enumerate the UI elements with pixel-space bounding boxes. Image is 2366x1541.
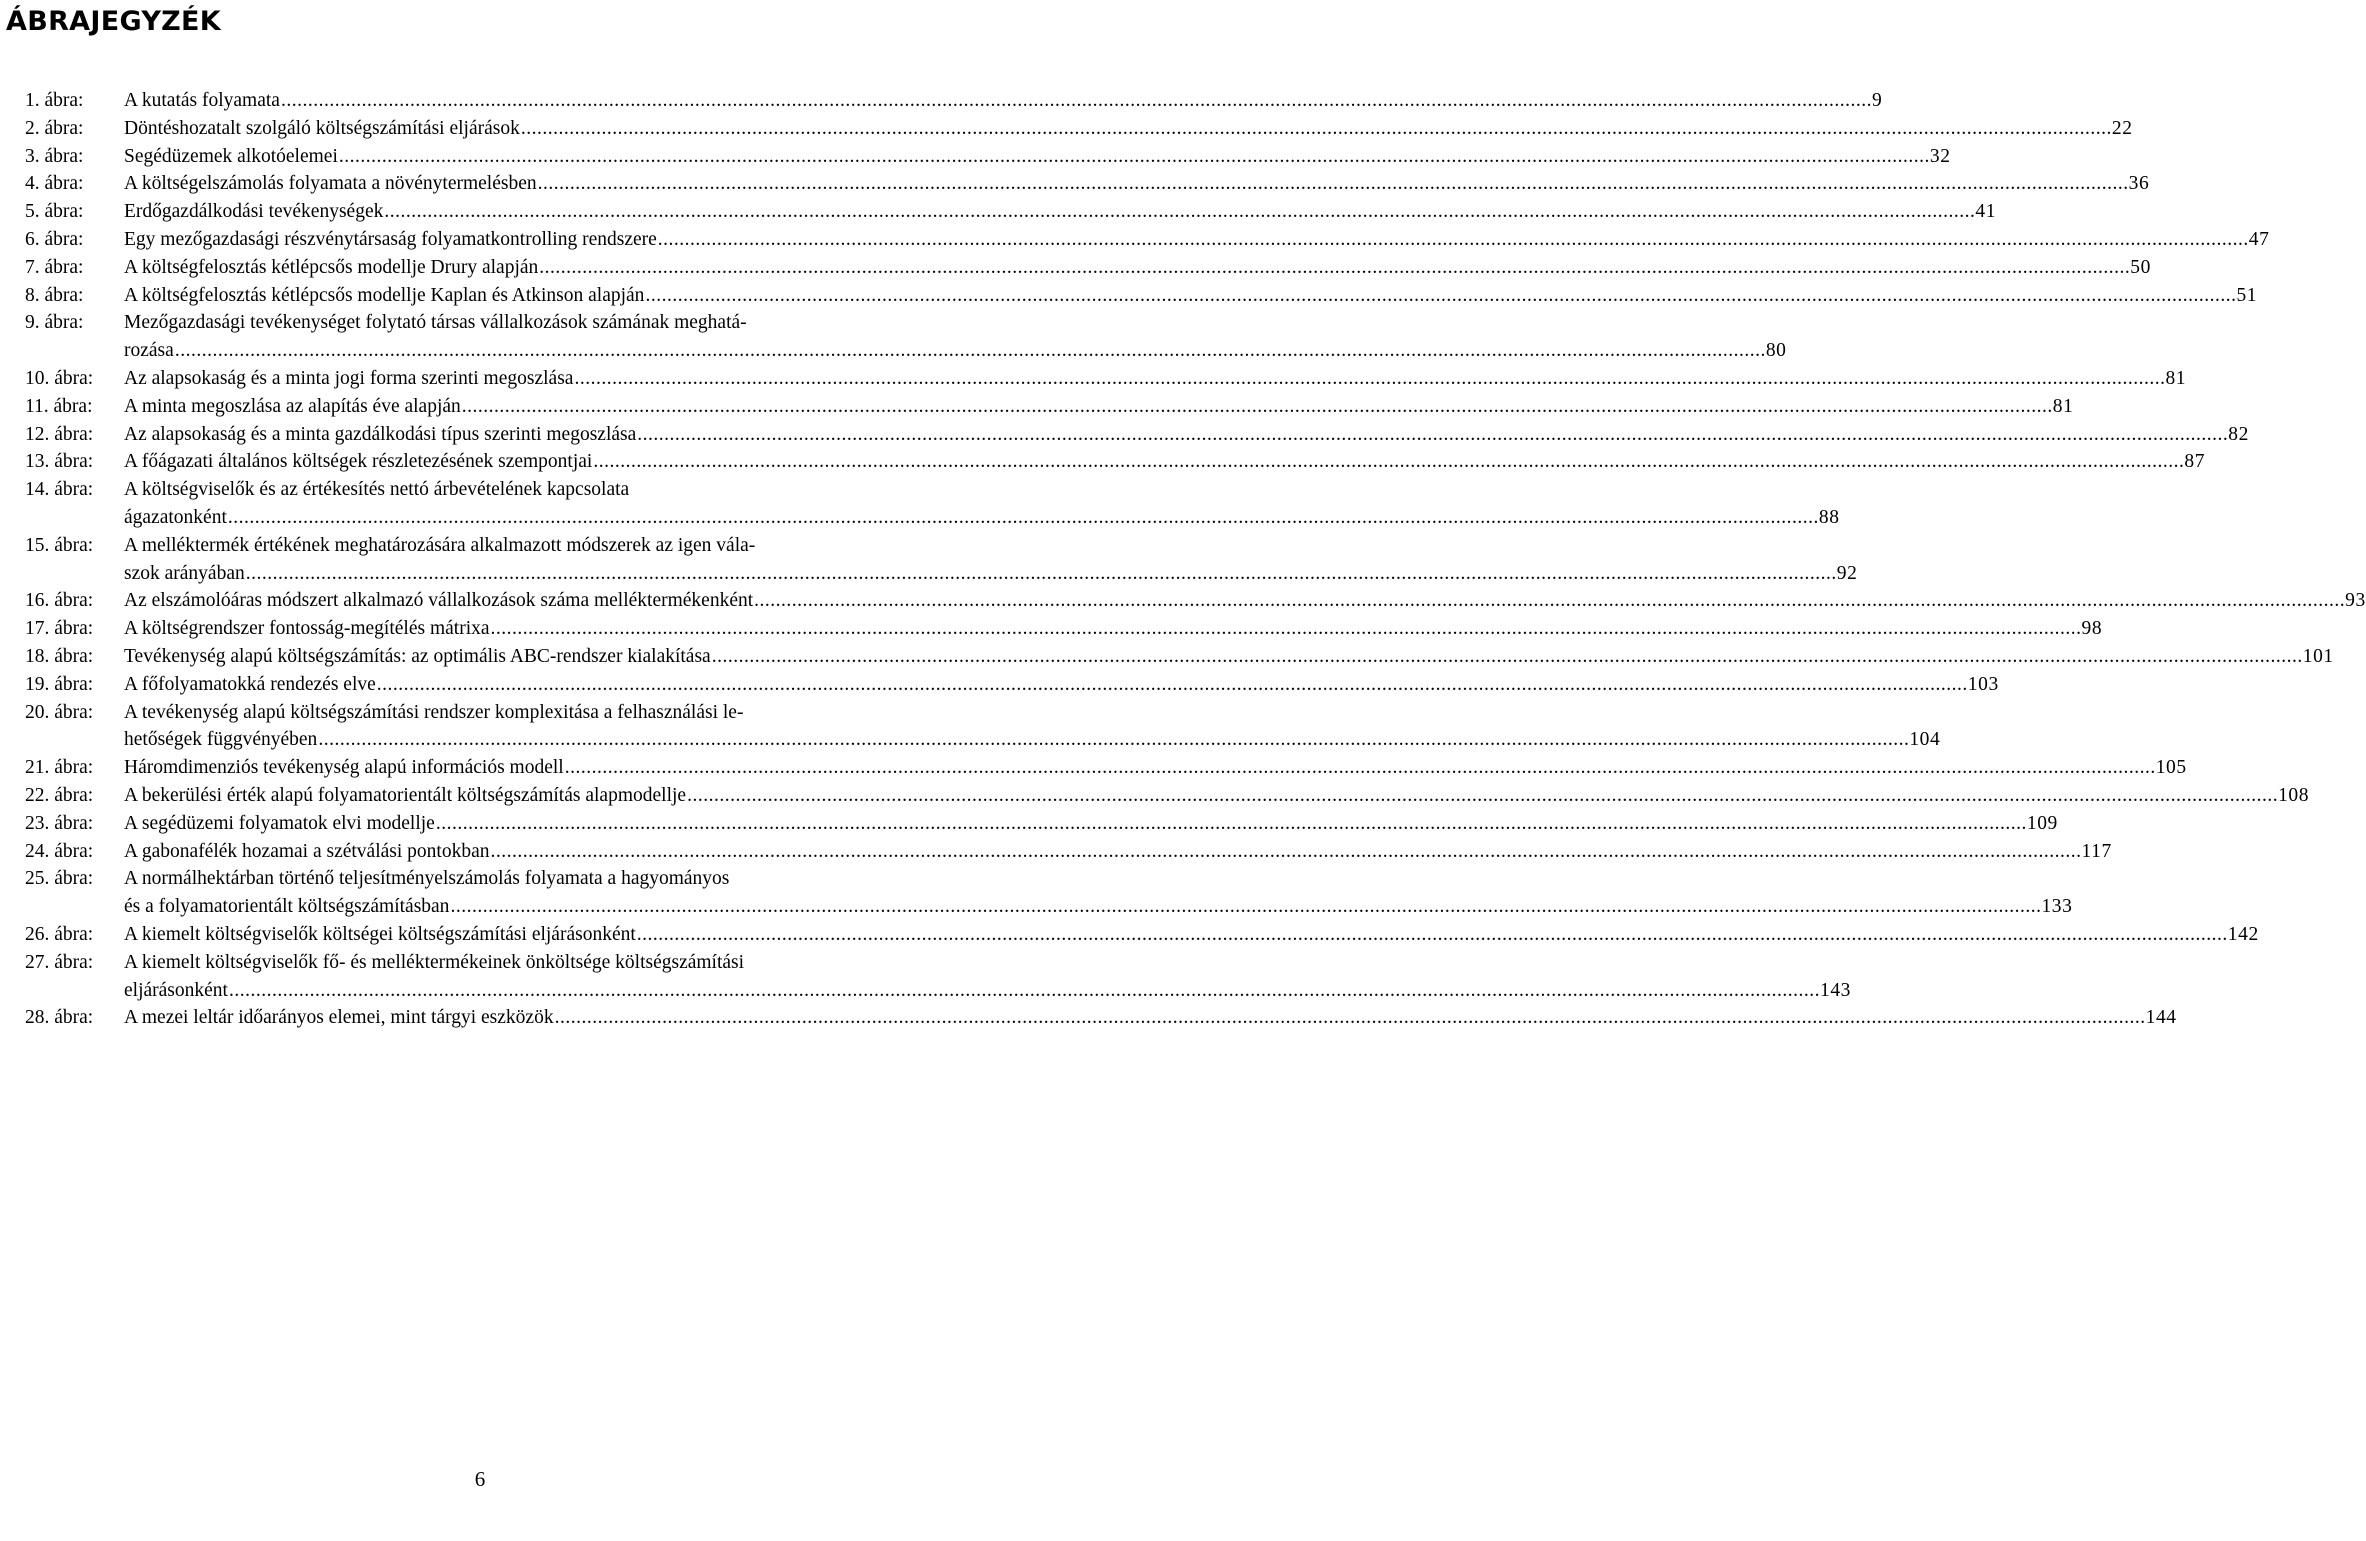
figure-title-line	[124, 782, 2310, 810]
figure-entry-body	[124, 921, 2259, 949]
figure-title: A bekerülési érték alapú folyamatorientált költségszámítás alapmodellje	[124, 784, 687, 806]
figure-entry-body	[124, 87, 1883, 115]
figure-entry-3[interactable]	[25, 143, 1951, 171]
figure-page-number: 103	[1967, 673, 1999, 695]
dot-leader	[687, 782, 2278, 810]
figure-title: Háromdimenziós tevékenység alapú információs modell	[124, 757, 564, 779]
figure-page-number: 92	[1836, 562, 1858, 584]
figure-title: A segédüzemi folyamatok elvi modellje	[124, 812, 435, 834]
figure-title: ágazatonként	[124, 506, 227, 528]
figure-entry-body	[124, 115, 2133, 143]
figure-page-number: 143	[1819, 979, 1852, 1001]
figure-number: 11. ábra:	[25, 395, 93, 417]
figure-number: 20. ábra:	[25, 701, 94, 723]
figure-entry-6[interactable]	[25, 226, 2270, 254]
page-number: 6	[474, 1467, 486, 1491]
figure-entry-13[interactable]	[25, 448, 2206, 476]
dot-leader	[228, 504, 1819, 532]
figure-title: hetőségek függvényében	[124, 729, 318, 751]
figure-entry-4[interactable]	[25, 170, 2150, 198]
figure-number: 15. ábra:	[25, 534, 94, 556]
figure-title: Segédüzemek alkotóelemei	[124, 145, 338, 167]
figure-number: 2. ábra:	[25, 117, 84, 139]
figure-page-number: 98	[2081, 618, 2103, 640]
figure-title: A főágazati általános költségek részletezésének szempontjai	[124, 451, 593, 473]
figure-number: 10. ábra:	[25, 367, 94, 389]
figure-entry-body	[124, 671, 1999, 699]
figure-title-line	[124, 393, 2074, 421]
dot-leader	[377, 671, 1968, 699]
figure-title-first-line: A melléktermék értékének meghatározására alkalmazott módszerek az igen vála-	[124, 534, 756, 556]
figure-page-number: 36	[2128, 173, 2150, 195]
figure-title-line	[124, 198, 1997, 226]
figure-page-number: 41	[1975, 201, 1997, 223]
figure-title: Az alapsokaság és a minta gazdálkodási típus szerinti megoszlása	[124, 423, 637, 445]
figure-title-line	[124, 170, 2150, 198]
figure-entry-11[interactable]	[25, 393, 2074, 421]
figure-entry-body	[124, 615, 2103, 643]
figure-title-line	[124, 282, 2258, 310]
figure-entry-5[interactable]	[25, 198, 1997, 226]
dot-leader	[645, 282, 2236, 310]
figure-title: A kiemelt költségviselők költségei költségszámítási eljárásonként	[124, 923, 636, 945]
figure-page-number: 81	[2165, 367, 2187, 389]
figure-title-line	[124, 726, 1941, 754]
figure-title-first-line: Mezőgazdasági tevékenységet folytató társas vállalkozások számának meghatá-	[124, 312, 747, 334]
dot-leader	[637, 921, 2228, 949]
figure-title: szok arányában	[124, 562, 245, 584]
figure-page-number: 142	[2227, 923, 2259, 945]
figure-page-number: 117	[2081, 840, 2112, 862]
dot-leader	[175, 337, 1766, 365]
figure-page-number: 133	[2041, 896, 2073, 918]
figure-title-line	[124, 448, 2206, 476]
figure-title: A gabonafélék hozamai a szétválási pontokban	[124, 840, 490, 862]
figure-title: Az alapsokaság és a minta jogi forma szerinti megoszlása	[124, 367, 574, 389]
figure-page-number: 80	[1765, 340, 1787, 362]
dot-leader	[658, 226, 2249, 254]
figure-page-number: 105	[2155, 757, 2187, 779]
figure-title-line	[124, 810, 2058, 838]
figure-number: 17. ábra:	[25, 618, 94, 640]
figure-number: 23. ábra:	[25, 812, 94, 834]
figure-entry-23[interactable]	[25, 810, 2058, 838]
dot-leader	[712, 643, 2303, 671]
figure-entry-body	[124, 170, 2150, 198]
figure-entry-17[interactable]	[25, 615, 2103, 643]
figure-entry-body	[124, 476, 1840, 532]
figure-title-line	[124, 337, 1787, 365]
figure-entry-21[interactable]	[25, 754, 2187, 782]
figure-entry-12[interactable]	[25, 421, 2249, 449]
figure-title: Döntéshozatalt szolgáló költségszámítási eljárások	[124, 117, 520, 139]
dot-leader	[565, 754, 2156, 782]
figure-entry-body	[124, 198, 1997, 226]
figure-number: 27. ábra:	[25, 951, 94, 973]
figure-page-number: 32	[1929, 145, 1951, 167]
dot-leader	[491, 838, 2082, 866]
figure-title: és a folyamatorientált költségszámításban	[124, 896, 450, 918]
figure-entry-26[interactable]	[25, 921, 2259, 949]
figure-title-line	[124, 893, 2073, 921]
figure-number: 19. ábra:	[25, 673, 94, 695]
figure-number: 7. ábra:	[25, 256, 84, 278]
figure-number: 16. ábra:	[25, 590, 94, 612]
figure-entry-body	[124, 949, 1852, 1005]
figure-number: 18. ábra:	[25, 645, 94, 667]
figure-entry-8[interactable]	[25, 282, 2258, 310]
figure-entry-body	[124, 532, 1858, 588]
figure-entry-7[interactable]	[25, 254, 2151, 282]
figure-page-number: 22	[2111, 117, 2133, 139]
figure-title-line	[124, 977, 1852, 1005]
figure-entry-body	[124, 754, 2187, 782]
dot-leader	[450, 893, 2041, 921]
figure-title-line	[124, 421, 2249, 449]
figure-entry-14[interactable]	[25, 476, 1840, 532]
figure-number: 3. ábra:	[25, 145, 84, 167]
figure-title-line	[124, 615, 2103, 643]
figure-number: 9. ábra:	[25, 312, 84, 334]
figure-entry-body	[124, 365, 2187, 393]
figure-page-number: 108	[2278, 784, 2310, 806]
figure-entry-24[interactable]	[25, 838, 2112, 866]
figure-entry-body	[124, 393, 2074, 421]
figure-title: A költségrendszer fontosság-megítélés mátrixa	[124, 618, 490, 640]
dot-leader	[229, 977, 1820, 1005]
dot-leader	[637, 421, 2228, 449]
figure-entry-20[interactable]	[25, 699, 1941, 755]
figure-title-line	[124, 226, 2270, 254]
figure-entry-body	[124, 421, 2249, 449]
figure-number: 22. ábra:	[25, 784, 94, 806]
figure-page-number: 82	[2228, 423, 2249, 445]
figure-page-number: 101	[2302, 645, 2334, 667]
figure-list	[25, 87, 2366, 1032]
figure-number: 26. ábra:	[25, 923, 94, 945]
figure-entry-22[interactable]	[25, 782, 2310, 810]
figure-entry-body	[124, 309, 1787, 365]
figure-entry-27[interactable]	[25, 949, 1852, 1005]
page-title: ÁBRAJEGYZÉK	[6, 6, 222, 37]
figure-entry-body	[124, 810, 2058, 838]
figure-title-line	[124, 504, 1840, 532]
figure-entry-body	[124, 838, 2112, 866]
figure-page-number: 47	[2248, 228, 2270, 250]
figure-title-line	[124, 671, 1999, 699]
dot-leader	[281, 87, 1872, 115]
figure-entry-body	[124, 448, 2206, 476]
figure-entry-1[interactable]	[25, 87, 1883, 115]
figure-entry-body	[124, 643, 2334, 671]
figure-number: 21. ábra:	[25, 757, 94, 779]
dot-leader	[384, 198, 1975, 226]
figure-number: 24. ábra:	[25, 840, 94, 862]
figure-entry-18[interactable]	[25, 643, 2334, 671]
dot-leader	[539, 254, 2130, 282]
figure-title-first-line: A kiemelt költségviselők fő- és melléktermékeinek önköltsége költségszámítási	[124, 951, 745, 973]
figure-title-line	[124, 365, 2187, 393]
figure-page-number: 51	[2236, 284, 2258, 306]
figure-number: 14. ábra:	[25, 479, 94, 501]
figure-page-number: 87	[2184, 451, 2206, 473]
figure-number: 13. ábra:	[25, 451, 94, 473]
figure-title-line	[124, 143, 1951, 171]
figure-title: rozása	[124, 340, 174, 362]
dot-leader	[246, 560, 1837, 588]
figure-entry-10[interactable]	[25, 365, 2187, 393]
figure-title: A mezei leltár időarányos elemei, mint tárgyi eszközök	[124, 1007, 554, 1029]
figure-number: 6. ábra:	[25, 228, 84, 250]
dot-leader	[521, 115, 2112, 143]
dot-leader	[754, 587, 2345, 615]
figure-title-line	[124, 754, 2187, 782]
figure-page-number: 104	[1909, 729, 1941, 751]
figure-title: Az elszámolóáras módszert alkalmazó vállalkozások száma melléktermékenként	[124, 590, 754, 612]
figure-title: A költségelszámolás folyamata a növénytermelésben	[124, 173, 537, 195]
figure-page-number: 50	[2130, 256, 2151, 278]
figure-number: 12. ábra:	[25, 423, 94, 445]
dot-leader	[555, 1004, 2146, 1032]
figure-title: A költségfelosztás kétlépcsős modellje Drury alapján	[124, 256, 539, 278]
figure-page-number: 9	[1871, 90, 1883, 111]
figure-title-first-line: A tevékenység alapú költségszámítási rendszer komplexitása a felhasználási le-	[124, 701, 744, 723]
figure-entry-19[interactable]	[25, 671, 1999, 699]
figure-title: Tevékenység alapú költségszámítás: az optimális ABC-rendszer kialakítása	[124, 645, 711, 667]
figure-title: Erdőgazdálkodási tevékenységek	[124, 201, 384, 223]
figure-number: 4. ábra:	[25, 173, 84, 195]
figure-entry-15[interactable]	[25, 532, 1858, 588]
figure-title: A minta megoszlása az alapítás éve alapján	[124, 395, 461, 417]
figure-page-number: 109	[2026, 812, 2058, 834]
figure-entry-body	[124, 782, 2310, 810]
figure-number: 28. ábra:	[25, 1007, 94, 1029]
figure-number: 25. ábra:	[25, 868, 94, 890]
dot-leader	[318, 726, 1909, 754]
dot-leader	[462, 393, 2053, 421]
figure-entry-2[interactable]	[25, 115, 2133, 143]
figure-title: Egy mezőgazdasági részvénytársaság folyamatkontrolling rendszere	[124, 228, 657, 250]
figure-entry-body	[124, 699, 1941, 755]
figure-entry-body	[124, 587, 2366, 615]
figure-page-number: 88	[1818, 506, 1840, 528]
dot-leader	[574, 365, 2165, 393]
figure-title-line	[124, 254, 2151, 282]
figure-number: 1. ábra:	[25, 90, 84, 111]
dot-leader	[593, 448, 2184, 476]
figure-page-number: 144	[2145, 1007, 2177, 1029]
figure-page-number: 81	[2052, 395, 2074, 417]
figure-entry-body	[124, 282, 2258, 310]
figure-entry-body	[124, 865, 2073, 921]
figure-title: eljárásonként	[124, 979, 228, 1001]
figure-entry-25[interactable]	[25, 865, 2073, 921]
figure-title-line	[124, 838, 2112, 866]
figure-title-line	[124, 560, 1858, 588]
figure-entry-body	[124, 226, 2270, 254]
figure-number: 8. ábra:	[25, 284, 84, 306]
figure-title: A főfolyamatokká rendezés elve	[124, 673, 376, 695]
dot-leader	[491, 615, 2082, 643]
figure-entry-body	[124, 254, 2151, 282]
figure-page-number: 93	[2345, 590, 2366, 612]
figure-entry-body	[124, 1004, 2177, 1032]
figure-entry-16[interactable]	[25, 587, 2366, 615]
figure-title: A költségfelosztás kétlépcsős modellje Kaplan és Atkinson alapján	[124, 284, 645, 306]
figure-title-line	[124, 1004, 2177, 1032]
figure-title-line	[124, 87, 1883, 115]
dot-leader	[538, 170, 2129, 198]
figure-title-line	[124, 921, 2259, 949]
figure-title: A kutatás folyamata	[124, 90, 280, 111]
figure-number: 5. ábra:	[25, 201, 84, 223]
figure-title-first-line: A normálhektárban történő teljesítményelszámolás folyamata a hagyományos	[124, 868, 730, 890]
figure-entry-28[interactable]	[25, 1004, 2177, 1032]
figure-title-first-line: A költségviselők és az értékesítés nettó árbevételének kapcsolata	[124, 479, 630, 501]
figure-entry-body	[124, 143, 1951, 171]
figure-title-line	[124, 115, 2133, 143]
dot-leader	[436, 810, 2027, 838]
figure-title-line	[124, 587, 2366, 615]
dot-leader	[339, 143, 1930, 171]
figure-entry-9[interactable]	[25, 309, 1787, 365]
figure-title-line	[124, 643, 2334, 671]
